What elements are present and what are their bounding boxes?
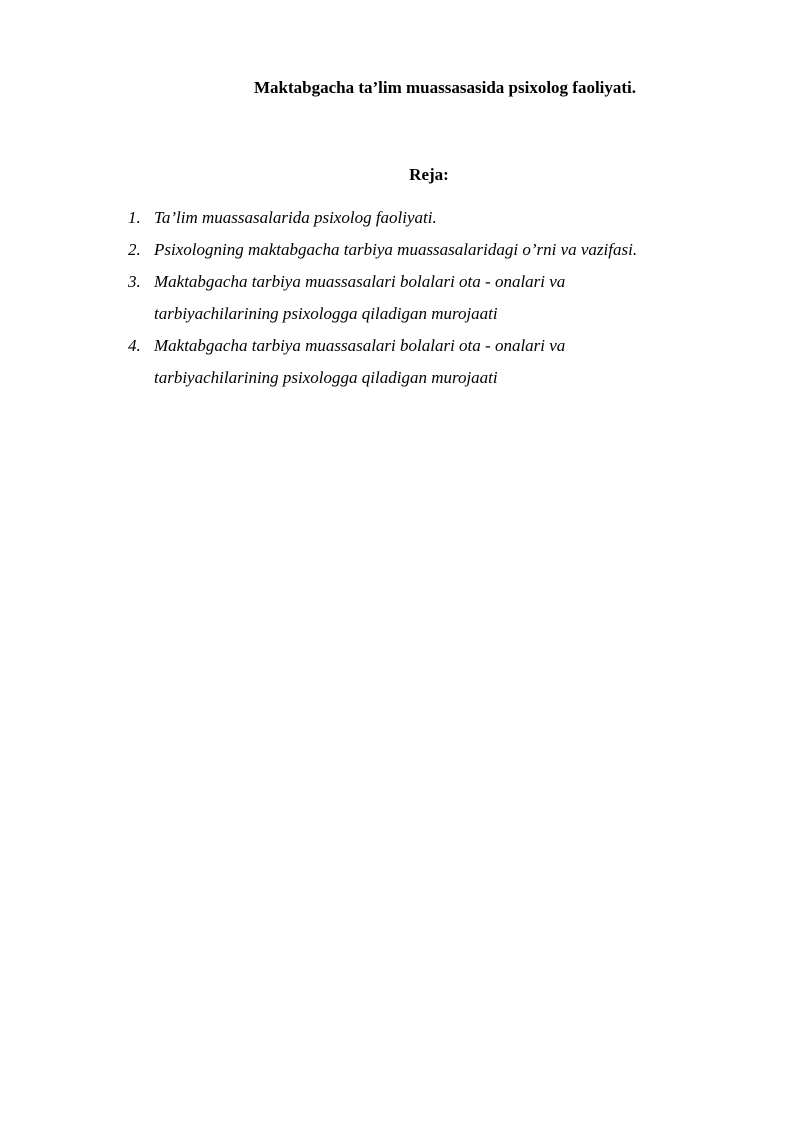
document-title: Maktabgacha ta’lim muassasasida psixolog faoliyati. xyxy=(253,78,637,97)
plan-item-number: 3. xyxy=(128,272,141,291)
plan-heading: Reja: xyxy=(409,165,449,184)
plan-item-1 xyxy=(128,202,768,234)
plan-item-text-line-2: tarbiyachilarining psixologga qiladigan murojaati xyxy=(154,304,498,323)
plan-item-text-line-1: Maktabgacha tarbiya muassasalari bolalari ota - onalari va xyxy=(154,272,566,291)
plan-item-number: 1. xyxy=(128,208,141,227)
plan-item-4 xyxy=(128,330,768,394)
plan-item-text: Ta’lim muassasalarida psixolog faoliyati. xyxy=(154,208,437,227)
plan-item-3 xyxy=(128,266,768,330)
plan-item-text: Psixologning maktabgacha tarbiya muassasalaridagi o’rni va vazifasi. xyxy=(154,240,638,259)
plan-item-number: 2. xyxy=(128,240,141,259)
plan-item-2 xyxy=(128,234,768,266)
plan-list xyxy=(128,202,768,394)
plan-item-text-line-2: tarbiyachilarining psixologga qiladigan murojaati xyxy=(154,368,498,387)
plan-item-number: 4. xyxy=(128,336,141,355)
plan-item-text-line-1: Maktabgacha tarbiya muassasalari bolalari ota - onalari va xyxy=(154,336,566,355)
